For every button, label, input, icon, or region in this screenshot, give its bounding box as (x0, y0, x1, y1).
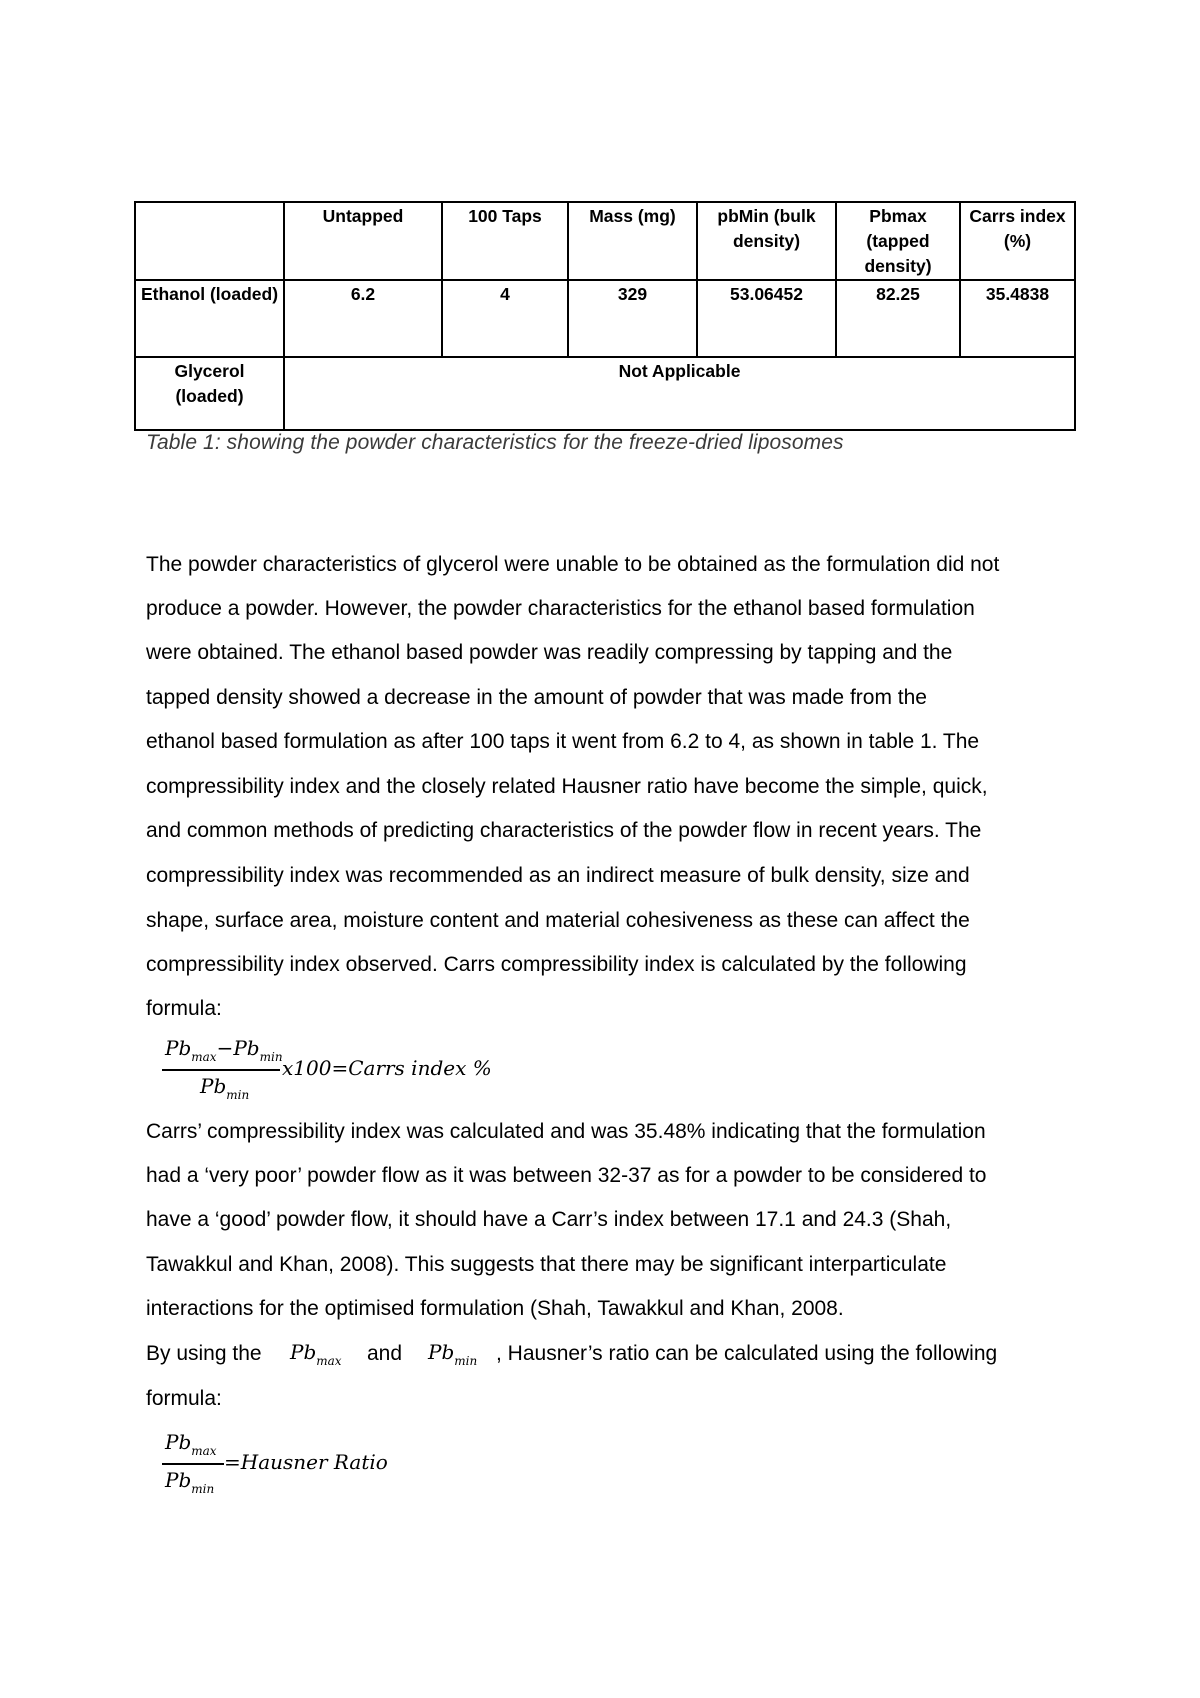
formula-denominator: $Pb_{min}$ (165, 1468, 215, 1496)
paragraph-line: By using the (146, 1342, 262, 1365)
header-cell: 100 Taps (442, 202, 568, 280)
table-cell: 53.06452 (697, 280, 836, 357)
paragraph-line: tapped density showed a decrease in the amount of powder that was made from the (146, 686, 927, 709)
fraction-bar (162, 1463, 224, 1465)
header-cell: Untapped (284, 202, 442, 280)
paragraph-line: compressibility index and the closely related Hausner ratio have become the simple, quick, (146, 775, 988, 798)
paragraph-line: shape, surface area, moisture content and material cohesiveness as these can affect the (146, 909, 970, 932)
paragraph-line: and (367, 1342, 403, 1365)
paragraph-line: compressibility index observed. Carrs compressibility index is calculated by the following (146, 953, 967, 976)
table-cell: 4 (442, 280, 568, 357)
paragraph-line: interactions for the optimised formulation (Shah, Tawakkul and Khan, 2008. (146, 1297, 844, 1320)
formula-denominator: $Pb_{min}$ (200, 1074, 250, 1102)
formula-numerator: $Pb_{max}-Pb_{min}$ (165, 1036, 283, 1064)
table-cell: 82.25 (836, 280, 960, 357)
pb-max-inline: $Pb_{max}$ (290, 1340, 342, 1368)
paragraph-line: Carrs’ compressibility index was calculated and was 35.48% indicating that the formulation (146, 1120, 986, 1143)
table-cell: 329 (568, 280, 697, 357)
paragraph-line: formula: (146, 997, 222, 1020)
paragraph-line: had a ‘very poor’ powder flow as it was between 32-37 as for a powder to be considered to (146, 1164, 987, 1187)
carrs-index-rhs: x100=Carrs index % (282, 1056, 492, 1080)
formula-numerator: $Pb_{max}$ (165, 1430, 217, 1458)
header-cell: Mass (mg) (568, 202, 697, 280)
merged-cell: Not Applicable (284, 357, 1075, 430)
row-label: Ethanol (loaded) (135, 280, 284, 357)
table-cell: 35.4838 (960, 280, 1075, 357)
header-cell (135, 202, 284, 280)
paragraph-line: produce a powder. However, the powder characteristics for the ethanol based formulation (146, 597, 975, 620)
table-cell: 6.2 (284, 280, 442, 357)
paragraph-line: ethanol based formulation as after 100 taps it went from 6.2 to 4, as shown in table 1. The (146, 730, 980, 753)
header-cell: pbMin (bulk density) (697, 202, 836, 280)
table-row (135, 280, 1075, 357)
table-caption: Table 1: showing the powder characteristics for the freeze-dried liposomes (146, 431, 844, 454)
paragraph-line: , Hausner’s ratio can be calculated using the following (496, 1342, 998, 1365)
paragraph-line: The powder characteristics of glycerol were unable to be obtained as the formulation did not (146, 553, 1000, 576)
paragraph-line: compressibility index was recommended as an indirect measure of bulk density, size and (146, 864, 970, 887)
hausner-ratio-rhs: =Hausner Ratio (224, 1450, 388, 1474)
paragraph-line: were obtained. The ethanol based powder was readily compressing by tapping and the (146, 641, 953, 664)
paragraph-line: Tawakkul and Khan, 2008). This suggests that there may be significant interparticulate (146, 1253, 947, 1276)
paragraph-line: and common methods of predicting characteristics of the powder flow in recent years. The (146, 819, 982, 842)
paragraph-line: have a ‘good’ powder flow, it should have a Carr’s index between 17.1 and 24.3 (Shah, (146, 1208, 952, 1231)
header-cell: Carrs index (%) (960, 202, 1075, 280)
header-cell: Pbmax (tapped density) (836, 202, 960, 280)
pb-min-inline: $Pb_{min}$ (428, 1340, 478, 1368)
paragraph-line: formula: (146, 1387, 222, 1410)
row-label: Glycerol (loaded) (135, 357, 284, 430)
table-row (135, 357, 1075, 430)
table-header-row (135, 202, 1075, 280)
powder-characteristics-table (134, 201, 1076, 431)
fraction-bar (162, 1069, 280, 1071)
